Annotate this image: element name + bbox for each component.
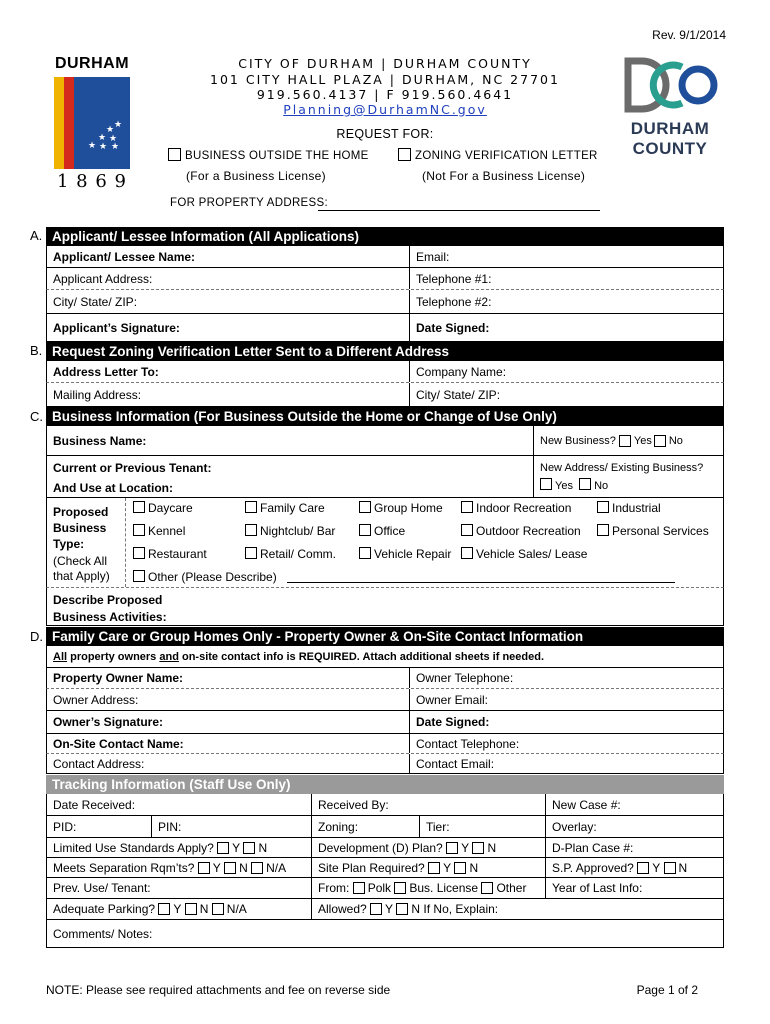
svg-text:★: ★ (111, 142, 120, 152)
durham-city-logo (52, 55, 132, 195)
contact-telephone-field[interactable]: Contact Telephone: (409, 734, 723, 753)
request-for-title: REQUEST FOR: (336, 127, 434, 141)
restaurant-checkbox[interactable] (133, 547, 145, 559)
zoning-field[interactable]: Zoning: (311, 816, 419, 837)
applicant-address-field[interactable]: Applicant Address: (53, 271, 153, 286)
owner-date-signed-field[interactable]: Date Signed: (409, 711, 723, 733)
section-b-title: Request Zoning Verification Letter Sent to a Different Address (46, 342, 724, 361)
nightclub-checkbox[interactable] (245, 524, 257, 536)
site-plan-yes-checkbox[interactable] (428, 862, 440, 874)
applicant-name-field[interactable]: Applicant/ Lessee Name: (53, 249, 196, 264)
sp-approved-no-checkbox[interactable] (664, 862, 676, 874)
header-line-2: 101 CITY HALL PLAZA | DURHAM, NC 27701 (210, 72, 560, 87)
sep-yes-checkbox[interactable] (198, 862, 210, 874)
sp-approved-label: S.P. Approved? (552, 860, 634, 875)
vehicle-repair-checkbox[interactable] (359, 547, 371, 559)
owner-address-field[interactable]: Owner Address: (53, 692, 139, 707)
family-care-checkbox[interactable] (245, 501, 257, 513)
property-address-field[interactable] (318, 210, 600, 211)
section-d-title: Family Care or Group Homes Only - Property Owner & On-Site Contact Information (46, 627, 724, 646)
type-daycare: Daycare (133, 501, 193, 515)
bus-license-checkbox[interactable] (394, 882, 406, 894)
lus-yes-checkbox[interactable] (217, 842, 229, 854)
contact-name-field[interactable]: On-Site Contact Name: (53, 736, 184, 751)
business-name-field[interactable]: Business Name: (53, 433, 147, 448)
mailing-address-field[interactable]: Mailing Address: (53, 387, 142, 402)
new-business-label: New Business? (540, 434, 616, 447)
prev-use-field[interactable]: Prev. Use/ Tenant: (53, 881, 151, 895)
section-d-letter: D. (30, 629, 43, 644)
type-retail: Retail/ Comm. (245, 547, 336, 561)
parking-yes-checkbox[interactable] (158, 903, 170, 915)
indoor-recreation-checkbox[interactable] (461, 501, 473, 513)
separation-label: Meets Separation Rqm’ts? (53, 860, 195, 875)
tracking-title: Tracking Information (Staff Use Only) (46, 775, 724, 794)
use-at-location-field[interactable]: And Use at Location: (53, 481, 174, 495)
revision-date: Rev. 9/1/2014 (652, 28, 726, 42)
type-personal-services: Personal Services (597, 524, 709, 538)
applicant-email-field[interactable]: Email: (409, 246, 723, 267)
check-all-label: (Check All that Apply) (53, 554, 110, 583)
comments-field[interactable]: Comments/ Notes: (53, 926, 153, 941)
polk-checkbox[interactable] (353, 882, 365, 894)
contact-address-field[interactable]: Contact Address: (53, 756, 145, 771)
vehicle-sales-checkbox[interactable] (461, 547, 473, 559)
new-address-label: New Address/ Existing Business? (540, 462, 704, 474)
site-plan-label: Site Plan Required? (318, 860, 425, 875)
type-office: Office (359, 524, 405, 538)
type-group-home: Group Home (359, 501, 443, 515)
durham-logo-word: DURHAM (54, 55, 130, 72)
section-a-letter: A. (30, 228, 43, 243)
parking-label: Adequate Parking? (53, 902, 156, 916)
outdoor-recreation-checkbox[interactable] (461, 524, 473, 536)
durham-county-logo (622, 57, 722, 167)
daycare-checkbox[interactable] (133, 501, 145, 513)
type-vehicle-repair: Vehicle Repair (359, 547, 451, 561)
property-address-label: FOR PROPERTY ADDRESS: (170, 197, 328, 209)
date-received-field[interactable]: Date Received: (53, 797, 136, 812)
other-describe-field[interactable] (287, 582, 675, 583)
company-name-field[interactable]: Company Name: (409, 361, 723, 382)
type-family-care: Family Care (245, 501, 325, 515)
current-tenant-field[interactable]: Current or Previous Tenant: (53, 461, 212, 475)
office-checkbox[interactable] (359, 524, 371, 536)
county-logo-line2: COUNTY (632, 139, 708, 158)
business-outside-home-checkbox[interactable] (168, 148, 181, 161)
svg-text:★: ★ (99, 142, 108, 152)
allowed-label: Allowed? (318, 902, 367, 916)
year-last-info-field[interactable]: Year of Last Info: (545, 878, 723, 898)
applicant-signature-field[interactable]: Applicant’s Signature: (53, 320, 180, 335)
svg-text:★: ★ (106, 125, 115, 135)
new-address-yes-checkbox[interactable] (540, 478, 552, 490)
type-nightclub: Nightclub/ Bar (245, 524, 335, 538)
applicant-telephone1-field[interactable]: Telephone #1: (409, 268, 723, 289)
retail-checkbox[interactable] (245, 547, 257, 559)
request-option-business-sub: (For a Business License) (186, 169, 326, 183)
durham-logo-year: 1 8 6 9 (57, 171, 127, 192)
page-number: Page 1 of 2 (636, 983, 698, 997)
dev-plan-yes-checkbox[interactable] (446, 842, 458, 854)
kennel-checkbox[interactable] (133, 524, 145, 536)
business-type-block (46, 498, 724, 588)
parking-na-checkbox[interactable] (212, 903, 224, 915)
pid-field[interactable]: PID: (53, 819, 77, 834)
proposed-business-type-label: Proposed Business Type: (53, 505, 109, 551)
county-logo-line1: DURHAM (630, 119, 710, 138)
type-industrial: Industrial (597, 501, 661, 515)
dco-monogram-icon (622, 57, 718, 113)
owner-signature-field[interactable]: Owner’s Signature: (53, 715, 164, 729)
dplan-case-field[interactable]: D-Plan Case #: (545, 838, 723, 857)
group-home-checkbox[interactable] (359, 501, 371, 513)
new-business-no-checkbox[interactable] (654, 435, 666, 447)
type-vehicle-sales: Vehicle Sales/ Lease (461, 547, 587, 561)
svg-text:★: ★ (109, 134, 118, 144)
tier-field[interactable]: Tier: (419, 816, 545, 837)
applicant-telephone2-field[interactable]: Telephone #2: (409, 290, 723, 313)
section-c-title: Business Information (For Business Outside the Home or Change of Use Only) (46, 407, 724, 426)
footer-note: NOTE: Please see required attachments and fee on reverse side (46, 983, 391, 997)
pin-field[interactable]: PIN: (151, 816, 311, 837)
type-kennel: Kennel (133, 524, 185, 538)
request-option-zoning-sub: (Not For a Business License) (422, 169, 586, 183)
type-outdoor-recreation: Outdoor Recreation (461, 524, 581, 538)
other-type-checkbox[interactable] (133, 570, 145, 582)
owner-name-field[interactable]: Property Owner Name: (53, 671, 184, 685)
letter-address-to-field[interactable]: Address Letter To: (53, 364, 159, 379)
owner-telephone-field[interactable]: Owner Telephone: (409, 668, 723, 688)
from-label: From: (318, 881, 350, 895)
new-case-field[interactable]: New Case #: (545, 794, 723, 815)
section-b-letter: B. (30, 343, 43, 358)
zoning-verification-checkbox[interactable] (398, 148, 411, 161)
sep-no-checkbox[interactable] (224, 862, 236, 874)
applicant-city-field[interactable]: City/ State/ ZIP: (53, 294, 138, 309)
type-restaurant: Restaurant (133, 547, 207, 561)
allowed-no-checkbox[interactable] (396, 903, 408, 915)
lus-no-checkbox[interactable] (243, 842, 255, 854)
personal-services-checkbox[interactable] (597, 524, 609, 536)
durham-flag-icon (54, 77, 130, 169)
svg-text:★: ★ (88, 141, 97, 151)
svg-text:★: ★ (98, 133, 107, 143)
dev-plan-no-checkbox[interactable] (472, 842, 484, 854)
if-no-explain-field[interactable]: If No, Explain: (423, 902, 499, 916)
header-line-1: CITY OF DURHAM | DURHAM COUNTY (238, 56, 532, 71)
received-by-field[interactable]: Received By: (311, 794, 545, 815)
header-line-3: 919.560.4137 | F 919.560.4641 (256, 87, 514, 102)
other-source-checkbox[interactable] (481, 882, 493, 894)
type-other: Other (Please Describe) (133, 570, 277, 584)
describe-activities-field: Describe Proposed Business Activities: (53, 593, 167, 624)
applicant-date-signed-field[interactable]: Date Signed: (409, 314, 723, 341)
dev-plan-label: Development (D) Plan? (318, 840, 443, 855)
mailing-city-field[interactable]: City/ State/ ZIP: (409, 383, 723, 406)
contact-email-field[interactable]: Contact Email: (409, 754, 723, 773)
type-indoor-recreation: Indoor Recreation (461, 501, 571, 515)
section-d-note: All property owners and on-site contact info is REQUIRED. Attach additional sheets if needed. (53, 650, 545, 663)
planning-email-link[interactable]: Planning@DurhamNC.gov (283, 102, 487, 117)
owner-email-field[interactable]: Owner Email: (409, 689, 723, 710)
limited-use-label: Limited Use Standards Apply? (53, 840, 214, 855)
request-option-zoning: ZONING VERIFICATION LETTER (398, 148, 598, 162)
overlay-field[interactable]: Overlay: (545, 816, 723, 837)
industrial-checkbox[interactable] (597, 501, 609, 513)
request-option-business: BUSINESS OUTSIDE THE HOME (168, 148, 369, 162)
new-business-yes-checkbox[interactable] (619, 435, 631, 447)
sp-approved-yes-checkbox[interactable] (637, 862, 649, 874)
new-address-no-checkbox[interactable] (579, 478, 591, 490)
parking-no-checkbox[interactable] (185, 903, 197, 915)
section-a-title: Applicant/ Lessee Information (All Applications) (46, 227, 724, 246)
allowed-yes-checkbox[interactable] (370, 903, 382, 915)
sep-na-checkbox[interactable] (251, 862, 263, 874)
site-plan-no-checkbox[interactable] (454, 862, 466, 874)
section-c-letter: C. (30, 409, 43, 424)
svg-text:★: ★ (114, 120, 123, 130)
